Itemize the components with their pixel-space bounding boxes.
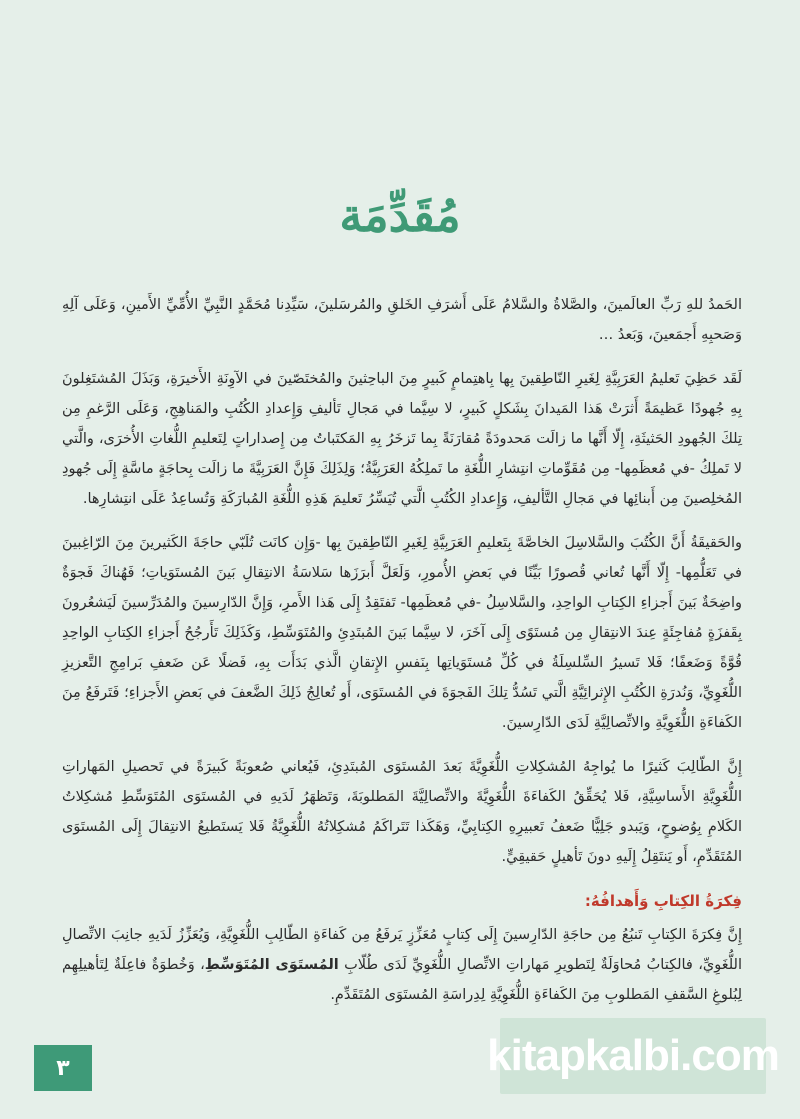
book-idea-text-start: إِنَّ فِكرَةَ الكِتابِ تَنبُعُ مِن حاجَةِ الدّارِسينَ إِلَى كِتابٍ مُعَزِّزٍ يَرفَعُ مِن كَفاءَةِ الطّالِبِ اللُّغَوِيَّةِ، وَيُعَزِّزُ لَدَيهِ جانِبَ الاتِّصالِ اللُّغَوِيِّ، فالكِتابُ مُحاوَلَةٌ لِتَطويرِ مَهاراتِ الاتِّصالِ اللُّغَوِيِّ لَدَى طُلّابِ xyxy=(62,927,743,973)
page-number-box xyxy=(34,1045,92,1091)
paragraph-student-issues: إِنَّ الطّالِبَ كَثيرًا ما يُواجِهُ المُشكِلاتِ اللُّغَوِيَّةَ بَعدَ المُستَوَى المُبتَدِئِ، فَيُعاني صُعوبَةً كَبيرَةً في تَحصيلِ المَهاراتِ اللُّغَوِيَّةِ الأَساسِيَّةِ، فَلا يُحَقِّقُ الكَفاءَةَ اللُّغَوِيَّةَ والاتِّصالِيَّةَ المَطلوبَةَ، وَتَظهَرُ لَدَيهِ في المُستَوَى المُتَوَسِّطِ مُشكِلاتُ الكَلامِ بِوُضوحٍ، وَيَبدو جَلِيًّا ضَعفُ تَعبيرِهِ الكِتابِيِّ، وَهَكَذا تَتَراكَمُ مُشكِلاتُهُ اللُّغَوِيَّةُ فَلا يَستَطيعُ الانتِقالَ إِلَى المُستَوَى المُتَقَدِّمِ، أَو يَنتَقِلُ إِلَيهِ دونَ تَأهيلٍ حَقيقِيٍّ. xyxy=(62,759,742,865)
page-content xyxy=(62,290,742,1024)
watermark xyxy=(487,1018,779,1094)
book-idea-text-end: ، وَخُطوَةٌ فاعِلَةٌ لِتَأهيلِهِم لِبُلوغِ السَّقفِ المَطلوبِ مِنَ الكَفاءَةِ اللُّغَوِيَّةِ لِدِراسَةِ المُستَوَى المُتَقَدِّمِ. xyxy=(62,957,742,1003)
page-title: مُقَدِّمَة xyxy=(339,188,461,242)
paragraph-opening: الحَمدُ للهِ رَبِّ العالَمينَ، والصَّلاةُ والسَّلامُ عَلَى أَشرَفِ الخَلقِ والمُرسَلينَ، سَيِّدِنا مُحَمَّدٍ النَّبِيِّ الأُمِّيِّ الأَمينِ، وَعَلَى آلِهِ وَصَحبِهِ أَجمَعينَ، وَبَعدُ … xyxy=(62,297,742,343)
paragraph-problem: والحَقيقَةُ أَنَّ الكُتُبَ والسَّلاسِلَ الخاصَّةَ بِتَعليمِ العَرَبِيَّةِ لِغَيرِ النّاطِقينَ بِها -وَإِن كانَت تُلَبّي حاجَةَ الكَثيرينَ مِنَ الرّاغِبينَ في تَعَلُّمِها- إِلّا أَنَّها تُعاني قُصورًا بَيِّنًا في بَعضِ الأُمورِ، وَلَعَلَّ أَبرَزَها سَلاسَةُ الانتِقالِ بَينَ المُستَوَياتِ؛ فَهُناكَ فَجوَةٌ واضِحَةٌ بَينَ أَجزاءِ الكِتابِ الواحِدِ، والسَّلاسِلُ -في مُعظَمِها- تَفتَقِدُ إِلَى هَذا الأَمرِ، وَإِنَّ الدّارِسينَ والمُدَرِّسينَ لَيَشعُرونَ بِقَفزَةٍ مُفاجِئَةٍ عِندَ الانتِقالِ مِن مُستَوًى إِلَى آخَرَ، لا سِيَّما بَينَ المُبتَدِئِ والمُتَوَسِّطِ، وَكَذَلِكَ تَأَرجُحُ أَجزاءِ الكِتابِ الواحِدِ قُوَّةً وَضَعفًا؛ فَلا تَسيرُ السِّلسِلَةُ في كُلِّ مُستَوَياتِها بِنَفسِ الإِتقانِ الَّذي بَدَأَت بِهِ، فَضلًا عَن ضَعفِ بَرامِجِ التَّعزيزِ اللُّغَوِيِّ، وَنُدرَةِ الكُتُبِ الإِثرائِيَّةِ الَّتي تَسُدُّ تِلكَ الفَجوَةَ في المُستَوَى، أَو تُعالِجُ ذَلِكَ الضَّعفَ في بَعضِ الأَجزاءِ؛ فَتَرفَعُ مِنَ الكَفاءَةِ اللُّغَوِيَّةِ والاتِّصالِيَّةِ لَدَى الدّارِسينَ. xyxy=(62,535,742,731)
paragraph-background: لَقَد حَظِيَ تَعليمُ العَرَبِيَّةِ لِغَيرِ النّاطِقينَ بِها بِاهتِمامٍ كَبيرٍ مِنَ الباحِثينَ والمُختَصّينَ في الآوِنَةِ الأَخيرَةِ، وَبَذَلَ المُشتَغِلونَ بِهِ جُهودًا عَظيمَةً أَثرَتْ هَذا المَيدانَ بِشَكلٍ كَبيرٍ، لا سِيَّما في مَجالِ تَأليفِ وَإِعدادِ الكُتُبِ والمَناهِجِ، وَعَلَى الرَّغمِ مِن تِلكَ الجُهودِ الحَثيثَةِ، إِلّا أَنَّها ما زالَت مَحدودَةً مُقارَنَةً بِما تَزخَرُ بِهِ المَكتَباتُ مِن إِصداراتٍ لِتَعليمِ اللُّغاتِ الأُخرَى، والَّتي لا تَملِكُ -في مُعظَمِها- مِن مُقَوِّماتِ انتِشارِ اللُّغَةِ ما تَملِكُهُ العَرَبِيَّةُ؛ وَلِذَلِكَ فَإِنَّ العَرَبِيَّةَ ما زالَت بِحاجَةٍ ماسَّةٍ إِلَى جُهودِ المُخلِصينَ مِن أَبنائِها في مَجالِ التَّأليفِ، وَإِعدادِ الكُتُبِ الَّتي تُيَسِّرُ تَعليمَ هَذِهِ اللُّغَةِ المُبارَكَةِ وَتُساعِدُ عَلَى انتِشارِها. xyxy=(62,371,742,507)
page-number: ٣ xyxy=(56,1055,70,1081)
watermark-text: kitapkalbi.com xyxy=(487,1031,779,1080)
book-idea-level: المُستَوَى المُتَوَسِّطِ xyxy=(204,957,339,973)
section-heading: فِكرَةُ الكِتابِ وَأَهدافُهُ: xyxy=(584,892,742,910)
paragraph-book-idea xyxy=(62,920,742,1010)
